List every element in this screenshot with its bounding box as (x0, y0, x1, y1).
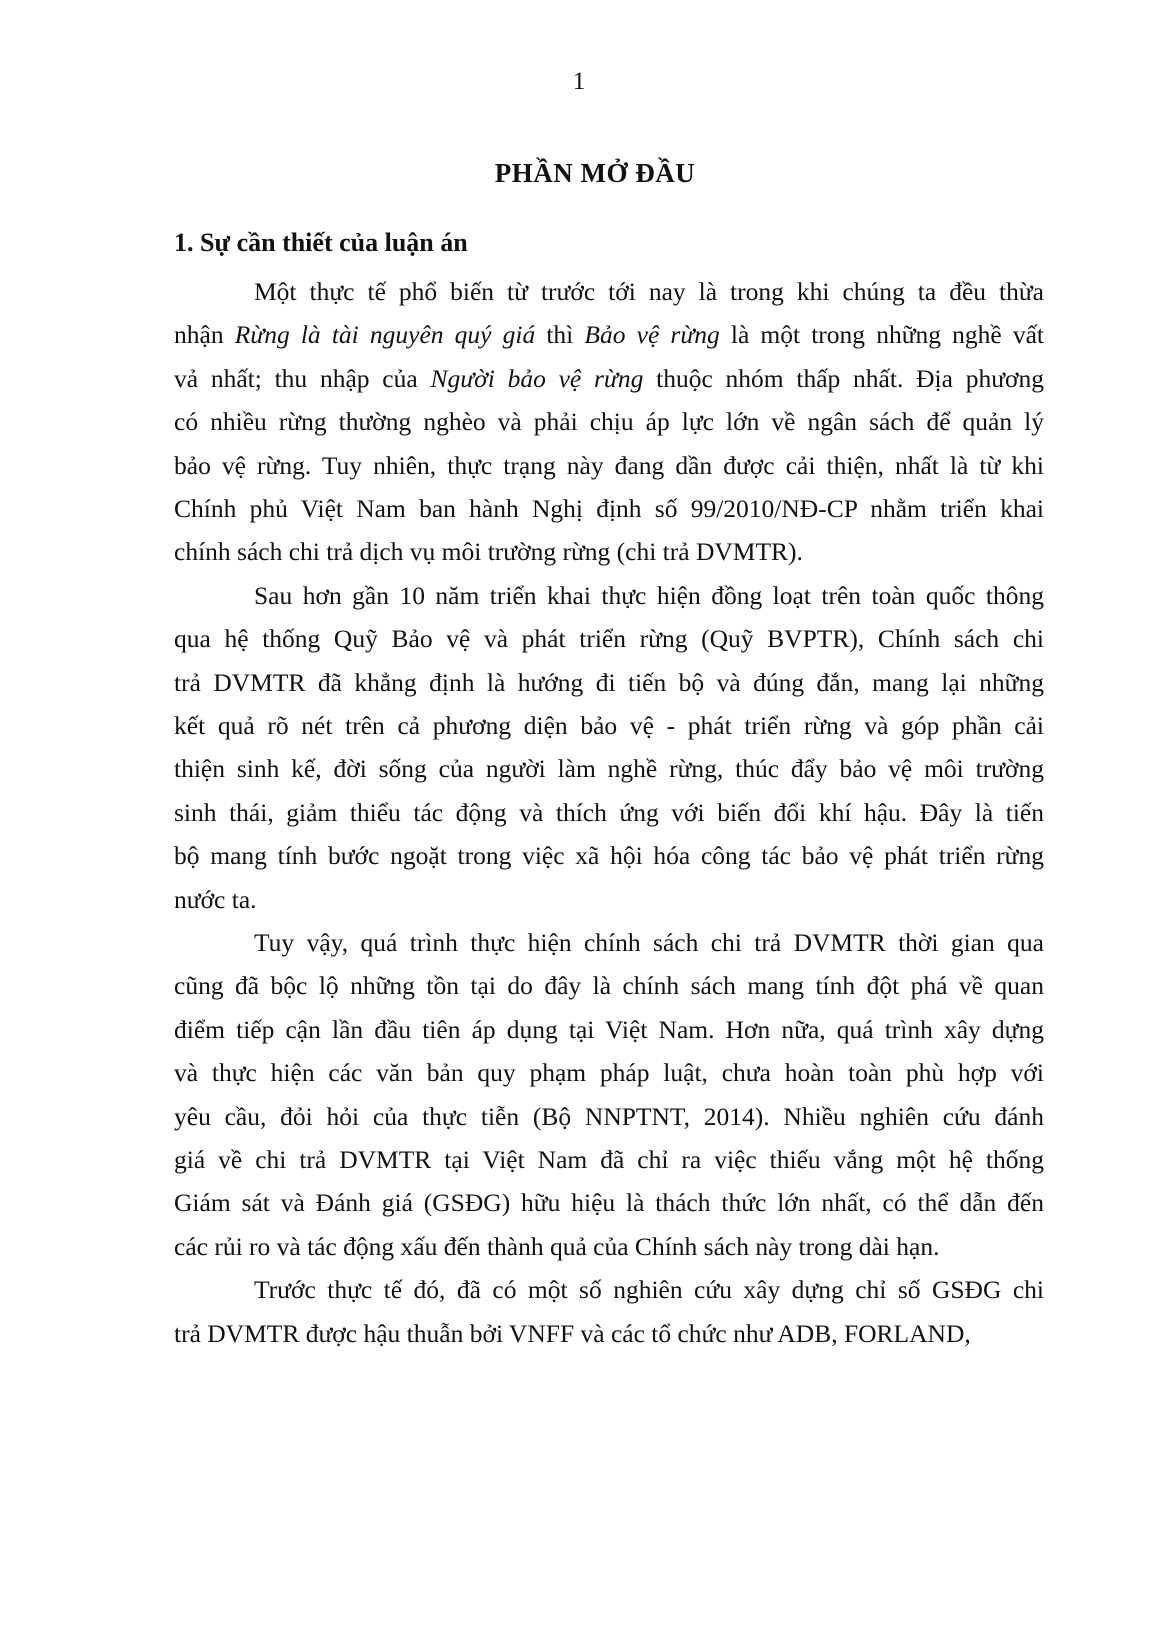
text-line: yêu cầu, đỏi hỏi của thực tiễn (Bộ NNPTNT, 2014). Nhiều nghiên cứu đánh (174, 1102, 1044, 1131)
text-line: bộ mang tính bước ngoặt trong việc xã hội hóa công tác bảo vệ phát triển rừng (174, 841, 1044, 870)
text-line: chính sách chi trả dịch vụ môi trường rừng (chi trả DVMTR). (174, 537, 803, 566)
text-line: Sau hơn gần 10 năm triển khai thực hiện đồng loạt trên toàn quốc thông (254, 581, 1044, 610)
text-line: trả DVMTR được hậu thuẫn bởi VNFF và các tổ chức như ADB, FORLAND, (174, 1319, 971, 1348)
text-line: Giám sát và Đánh giá (GSĐG) hữu hiệu là thách thức lớn nhất, có thể dẫn đến (174, 1188, 1044, 1217)
text-line: Trước thực tế đó, đã có một số nghiên cứu xây dựng chỉ số GSĐG chi (254, 1275, 1044, 1304)
text-segment: nhận (174, 320, 235, 349)
text-line: qua hệ thống Quỹ Bảo vệ và phát triển rừng (Quỹ BVPTR), Chính sách chi (174, 624, 1044, 653)
italic-term: Rừng là tài nguyên quý giá (234, 320, 536, 349)
text-segment: là một trong những nghề vất (719, 320, 1045, 349)
page-number: 1 (572, 68, 586, 95)
section-heading: 1. Sự cần thiết của luận án (174, 228, 468, 257)
text-line: nước ta. (174, 885, 257, 914)
text-line: kết quả rõ nét trên cả phương diện bảo vệ - phát triển rừng và góp phần cải (174, 711, 1044, 740)
text-line: các rủi ro và tác động xấu đến thành quả của Chính sách này trong dài hạn. (174, 1232, 940, 1261)
italic-term: Bảo vệ rừng (584, 320, 720, 349)
text-segment: vả nhất; thu nhập của (174, 364, 431, 393)
text-line: và thực hiện các văn bản quy phạm pháp luật, chưa hoàn toàn phù hợp với (174, 1058, 1044, 1087)
text-line: Một thực tế phổ biến từ trước tới nay là trong khi chúng ta đều thừa (254, 277, 1044, 306)
text-line: bảo vệ rừng. Tuy nhiên, thực trạng này đang dần được cải thiện, nhất là từ khi (174, 451, 1044, 480)
text-line (174, 364, 1044, 394)
text-line: thiện sinh kế, đời sống của người làm nghề rừng, thúc đẩy bảo vệ môi trường (174, 754, 1044, 783)
text-segment: thuộc nhóm thấp nhất. Địa phương (643, 364, 1044, 393)
text-line: Chính phủ Việt Nam ban hành Nghị định số 99/2010/NĐ-CP nhằm triển khai (174, 494, 1044, 523)
text-line: cũng đã bộc lộ những tồn tại do đây là chính sách mang tính đột phá về quan (174, 971, 1044, 1000)
text-line: trả DVMTR đã khẳng định là hướng đi tiến bộ và đúng đắn, mang lại những (174, 668, 1044, 697)
page-title: PHẦN MỞ ĐẦU (494, 158, 696, 188)
text-line: có nhiều rừng thường nghèo và phải chịu áp lực lớn về ngân sách để quản lý (174, 407, 1044, 436)
text-line (174, 320, 1044, 350)
text-segment: thì (535, 320, 585, 349)
italic-term: Người bảo vệ rừng (430, 364, 644, 393)
text-line: sinh thái, giảm thiểu tác động và thích ứng với biến đổi khí hậu. Đây là tiến (174, 798, 1044, 827)
text-line: điểm tiếp cận lần đầu tiên áp dụng tại Việt Nam. Hơn nữa, quá trình xây dựng (174, 1015, 1044, 1044)
text-line: giá về chi trả DVMTR tại Việt Nam đã chỉ ra việc thiếu vắng một hệ thống (174, 1145, 1044, 1174)
text-line: Tuy vậy, quá trình thực hiện chính sách chi trả DVMTR thời gian qua (254, 928, 1044, 957)
